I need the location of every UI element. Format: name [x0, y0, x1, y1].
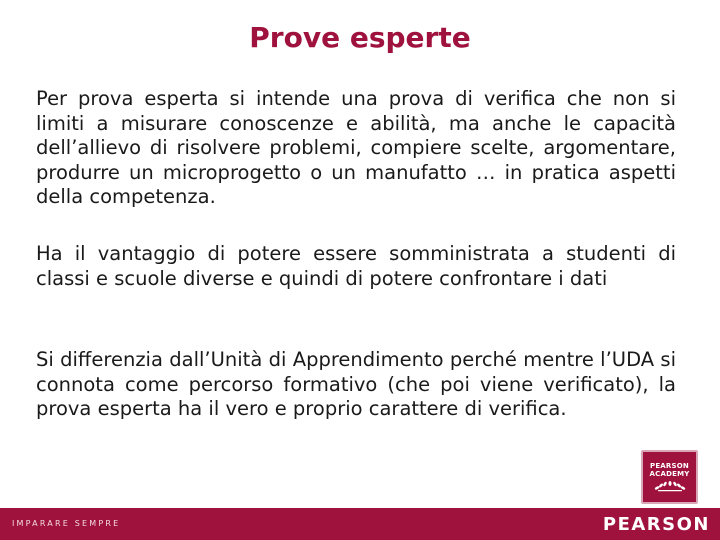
footer-tagline: IMPARARE SEMPRE — [12, 519, 121, 528]
logo-line-1: PEARSON — [650, 462, 689, 470]
paragraph-advantage: Ha il vantaggio di potere essere somministrata a studenti di classi e scuole diverse e quindi di potere confrontare i dati — [36, 242, 676, 290]
paragraph-difference: Si differenzia dall’Unità di Apprendimento perché mentre l’UDA si connota come percorso formativo (che poi viene verificato), la prova esperta ha il vero e proprio carattere di verifica. — [36, 348, 676, 420]
laurel-icon — [653, 480, 687, 492]
slide-title: Prove esperte — [249, 21, 471, 54]
pearson-logo: PEARSON — [602, 514, 710, 535]
footer-bar — [0, 508, 720, 540]
pearson-academy-logo — [641, 450, 698, 504]
paragraph-definition: Per prova esperta si intende una prova di verifica che non si limiti a misurare conoscenze e abilità, ma anche le capacità dell’allievo di risolvere problemi, compiere scelte, argomentare, produrre un microprogetto o un manufatto … in pratica aspetti della competenza. — [36, 87, 676, 208]
logo-line-2: ACADEMY — [649, 470, 690, 478]
